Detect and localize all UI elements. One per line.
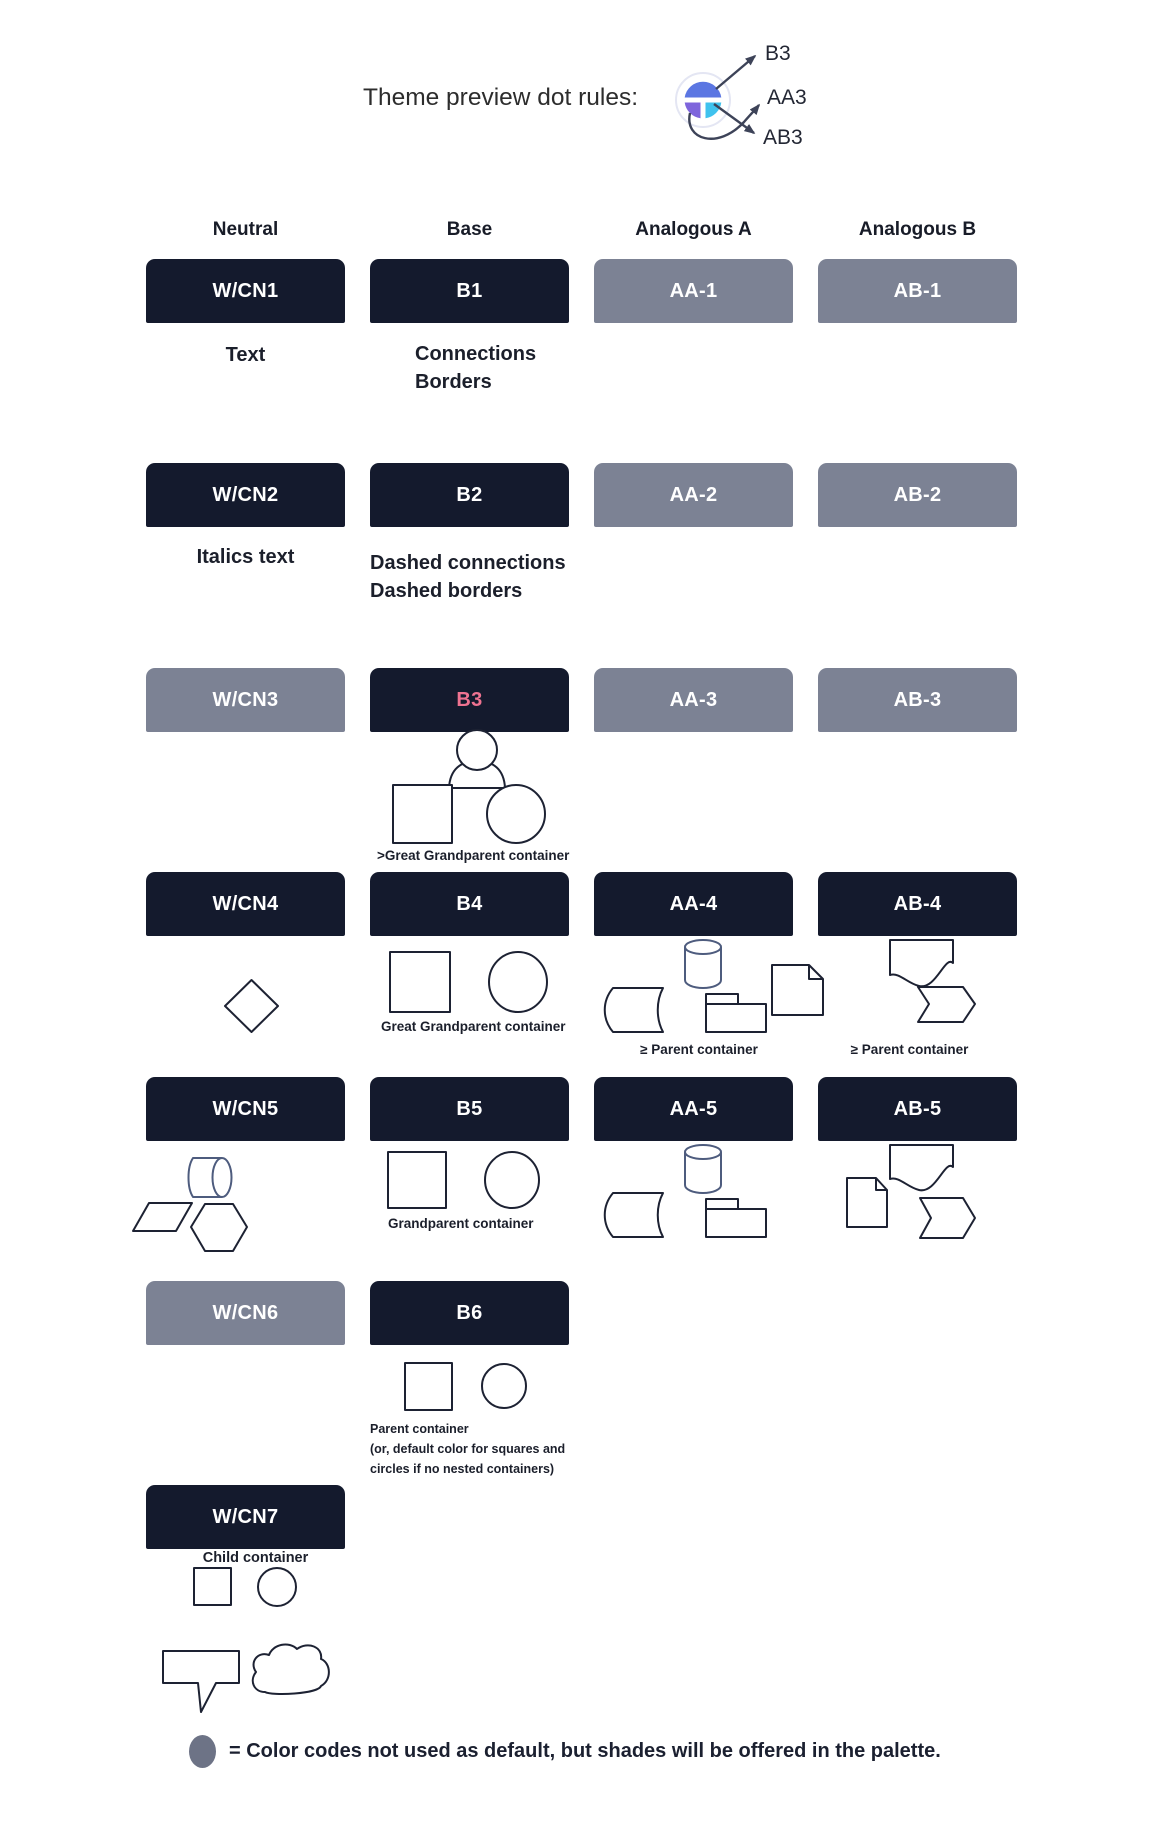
ab5-pennant-shape xyxy=(920,1198,975,1238)
column-header-analogous-b: Analogous B xyxy=(858,219,977,240)
wcn5-cylinder-body xyxy=(189,1158,223,1197)
caption-italics-text: Italics text xyxy=(196,546,295,568)
swatch-wcn4: W/CN4 xyxy=(146,872,345,936)
swatch-ab2: AB-2 xyxy=(818,463,1017,527)
speech-bubble-shape xyxy=(163,1651,239,1712)
caption-gte-parent-ab: ≥ Parent container xyxy=(850,1042,969,1057)
ab4-pennant-shape xyxy=(918,987,975,1022)
swatch-b3: B3 xyxy=(370,668,569,732)
theme-dot-ring xyxy=(676,73,730,127)
cloud-shape xyxy=(253,1644,329,1694)
swatch-aa4: AA-4 xyxy=(594,872,793,936)
swatch-b6: B6 xyxy=(370,1281,569,1345)
swatch-b1: B1 xyxy=(370,259,569,323)
swatch-wcn7: W/CN7 xyxy=(146,1485,345,1549)
swatch-b2: B2 xyxy=(370,463,569,527)
b4-square-shape xyxy=(390,952,450,1012)
aa5-cylinder-top xyxy=(685,1145,721,1159)
caption-grandparent: Grandparent container xyxy=(388,1216,534,1231)
b4-circle-shape xyxy=(489,952,547,1012)
column-header-analogous-a: Analogous A xyxy=(635,219,752,240)
ab4-document-shape xyxy=(772,965,823,1015)
caption-great-grandparent-gt: >Great Grandparent container xyxy=(377,848,570,863)
aa5-card-tab xyxy=(706,1199,738,1209)
b3-circle-shape xyxy=(487,785,545,843)
wcn5-hexagon-shape xyxy=(191,1204,247,1251)
aa4-card-body xyxy=(706,1004,766,1032)
swatch-aa5: AA-5 xyxy=(594,1077,793,1141)
arrow-to-b3 xyxy=(716,56,755,89)
b6-square-shape xyxy=(405,1363,452,1410)
dot-segment-analogous-b xyxy=(706,103,722,119)
caption-gte-parent-aa: ≥ Parent container xyxy=(640,1042,758,1057)
dot-segment-base xyxy=(685,82,722,98)
caption-connections: Connections xyxy=(415,343,537,365)
person-head-shape xyxy=(457,730,497,770)
arrow-to-ab3 xyxy=(714,104,754,133)
swatch-wcn5: W/CN5 xyxy=(146,1077,345,1141)
dot-rule-label-b3: B3 xyxy=(765,42,791,65)
dot-segment-analogous-a xyxy=(685,103,701,119)
swatch-aa3: AA-3 xyxy=(594,668,793,732)
b5-circle-shape xyxy=(485,1152,539,1208)
b3-square-shape xyxy=(393,785,452,843)
wcn7-circle-shape xyxy=(258,1568,296,1606)
swatch-b5: B5 xyxy=(370,1077,569,1141)
swatch-b4: B4 xyxy=(370,872,569,936)
b6-circle-shape xyxy=(482,1364,526,1408)
swatch-aa2: AA-2 xyxy=(594,463,793,527)
ab5-document-fold xyxy=(876,1178,887,1190)
ab4-wavy-document-shape xyxy=(890,940,953,986)
aa4-card-tab xyxy=(706,994,738,1004)
swatch-aa1: AA-1 xyxy=(594,259,793,323)
wcn5-parallelogram-shape xyxy=(133,1203,192,1231)
aa5-stored-data-shape xyxy=(605,1193,663,1237)
legend xyxy=(189,1735,941,1768)
aa4-cylinder-body xyxy=(685,947,721,988)
caption-parent-line2: (or, default color for squares and xyxy=(370,1442,566,1456)
swatch-ab5: AB-5 xyxy=(818,1077,1017,1141)
swatch-ab1: AB-1 xyxy=(818,259,1017,323)
swatch-wcn6: W/CN6 xyxy=(146,1281,345,1345)
page-title: Theme preview dot rules: xyxy=(363,84,639,111)
swatch-wcn1: W/CN1 xyxy=(146,259,345,323)
swatch-wcn3: W/CN3 xyxy=(146,668,345,732)
caption-child-container: Child container xyxy=(202,1550,309,1566)
person-shoulders-shape xyxy=(449,761,505,788)
caption-connections-borders xyxy=(415,340,536,396)
swatch-wcn2: W/CN2 xyxy=(146,463,345,527)
ab4-document-fold xyxy=(809,965,823,979)
caption-great-grandparent: Great Grandparent container xyxy=(381,1019,566,1034)
caption-dashed-borders: Dashed borders xyxy=(370,580,523,602)
ab5-wavy-document-shape xyxy=(890,1145,953,1190)
gray-dot-icon xyxy=(189,1735,216,1768)
ab5-document-shape xyxy=(847,1178,887,1227)
swatch-ab4: AB-4 xyxy=(818,872,1017,936)
caption-text: Text xyxy=(225,344,266,366)
aa5-cylinder-body xyxy=(685,1152,721,1193)
caption-parent-container xyxy=(370,1419,565,1479)
aa4-stored-data-shape xyxy=(605,988,663,1032)
legend-text: = Color codes not used as default, but shades will be offered in the palette. xyxy=(229,1740,941,1762)
b5-square-shape xyxy=(388,1152,446,1208)
aa4-cylinder-top xyxy=(685,940,721,954)
wcn7-square-shape xyxy=(194,1568,231,1605)
wcn4-diamond-shape xyxy=(225,980,278,1032)
aa5-card-body xyxy=(706,1209,766,1237)
caption-parent-line1: Parent container xyxy=(370,1422,469,1436)
dot-rule-label-aa3: AA3 xyxy=(767,86,807,109)
column-header-neutral: Neutral xyxy=(212,219,279,240)
caption-dashed-connections: Dashed connections xyxy=(370,552,566,574)
arrow-to-aa3 xyxy=(689,105,759,139)
wcn5-cylinder-end xyxy=(213,1158,232,1197)
dot-rule-label-ab3: AB3 xyxy=(763,126,803,149)
caption-parent-line3: circles if no nested containers) xyxy=(370,1462,555,1476)
swatch-ab3: AB-3 xyxy=(818,668,1017,732)
column-header-base: Base xyxy=(446,219,493,240)
caption-dashed xyxy=(370,549,566,605)
caption-borders: Borders xyxy=(415,371,492,393)
